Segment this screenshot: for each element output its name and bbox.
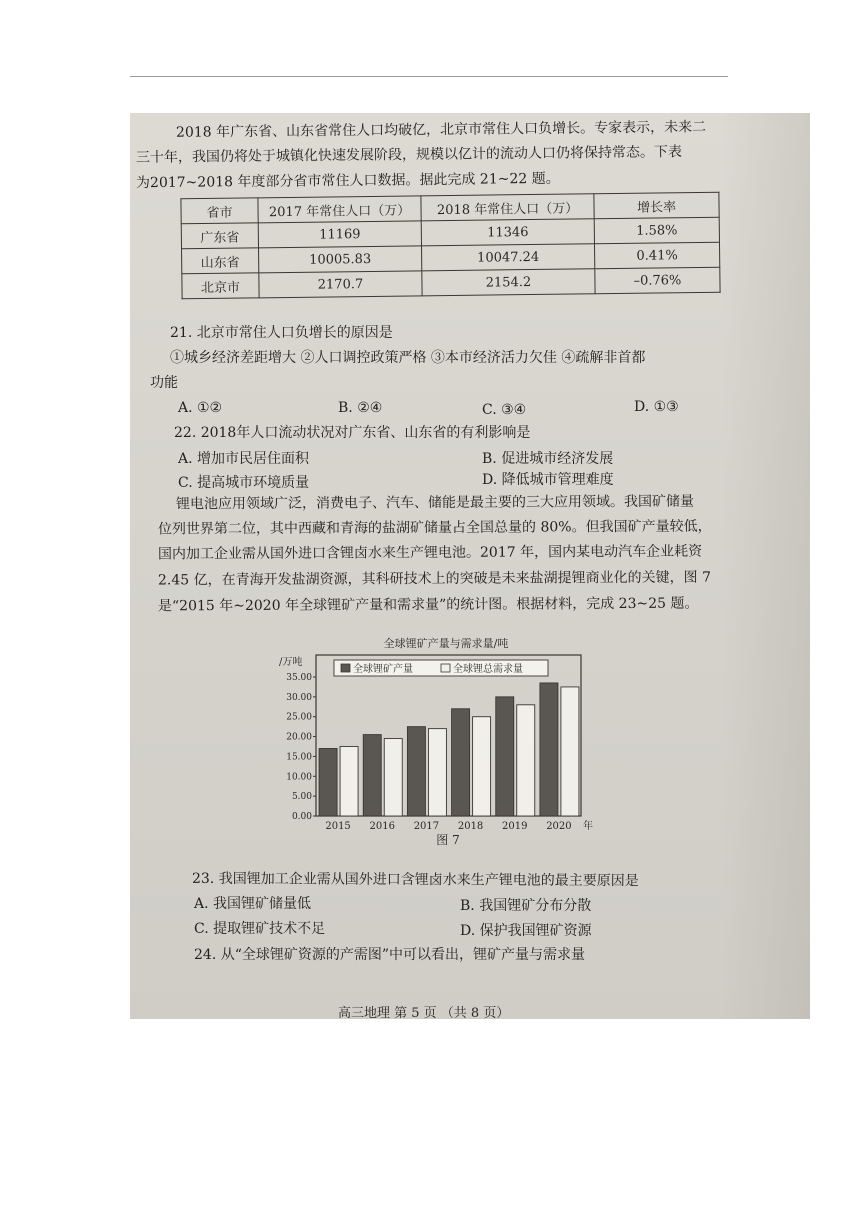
page-top-rule xyxy=(130,76,728,77)
q22-option-b: B. 促进城市经济发展 xyxy=(482,451,614,467)
y-tick-label: 30.00 xyxy=(286,692,312,703)
intro2-line2: 位列世界第二位，其中西藏和青海的盐湖矿储量占全国总量的 80%。但我国矿产量较低， xyxy=(157,518,712,538)
table-cell: 2170.7 xyxy=(259,271,422,298)
chart-title: 全球锂矿产量与需求量/吨 xyxy=(383,637,509,650)
bar-0-2016 xyxy=(363,735,381,816)
intro2-line3: 国内加工企业需从国外进口含锂卤水来生产锂电池。2017 年，国内某电动汽车企业耗资 xyxy=(157,543,703,563)
lithium-bar-chart xyxy=(276,635,606,850)
q23-option-d: D. 保护我国锂矿资源 xyxy=(460,923,592,939)
bar-0-2018 xyxy=(452,709,470,816)
table-cell: 11169 xyxy=(258,221,421,248)
population-table xyxy=(180,192,720,300)
q22-option-a: A. 增加市民居住面积 xyxy=(178,451,310,467)
legend-label-1: 全球锂总需求量 xyxy=(453,664,523,675)
bar-0-2020 xyxy=(540,683,558,816)
table-row xyxy=(182,267,720,299)
x-tick-label: 2017 xyxy=(413,821,440,832)
legend-swatch-1 xyxy=(441,664,450,672)
x-tick-label: 2020 xyxy=(546,821,572,832)
intro1-line1: 2018 年广东省、山东省常住人口均破亿，北京市常住人口负增长。专家表示，未来二 xyxy=(175,119,707,141)
bar-1-2017 xyxy=(428,729,446,816)
y-tick-label: 35.00 xyxy=(286,673,312,683)
x-tick-label: 2016 xyxy=(369,821,395,832)
intro1-line3: 为2017~2018 年度部分省市常住人口数据。据此完成 21~22 题。 xyxy=(135,170,560,192)
y-tick-label: 0.00 xyxy=(291,812,312,822)
table-cell: –0.76% xyxy=(595,267,720,294)
table-header-cell: 增长率 xyxy=(594,192,719,219)
y-tick-label: 5.00 xyxy=(291,792,312,803)
q21-option-c: C. ③④ xyxy=(482,402,527,418)
table-cell: 0.41% xyxy=(594,242,719,269)
q21-items: ①城乡经济差距增大 ②人口调控政策严格 ③本市经济活力欠佳 ④疏解非首都 xyxy=(170,350,646,366)
table-cell: 10047.24 xyxy=(422,244,595,271)
q21-items-cont: 功能 xyxy=(150,375,178,391)
table-header-cell: 省市 xyxy=(181,198,258,224)
figure-caption: 图 7 xyxy=(436,833,460,847)
table-header-cell: 2017 年常住人口（万） xyxy=(258,196,421,223)
table-header-cell: 2018 年常住人口（万） xyxy=(421,194,594,221)
table-cell: 山东省 xyxy=(182,248,259,274)
table-cell: 1.58% xyxy=(594,217,719,244)
table-cell: 2154.2 xyxy=(422,269,595,296)
bar-1-2016 xyxy=(384,739,402,816)
bar-1-2020 xyxy=(561,687,579,816)
x-tick-label: 2018 xyxy=(457,821,484,832)
intro2-line4: 2.45 亿，在青海开发盐湖资源，其科研技术上的突破是未来盐湖提锂商业化的关键，图 7 xyxy=(157,569,712,589)
y-tick-label: 25.00 xyxy=(286,712,312,723)
y-tick-label: 10.00 xyxy=(286,772,312,783)
x-tick-label: 2019 xyxy=(502,821,528,832)
x-tick-label: 2015 xyxy=(325,821,351,832)
q23-option-c: C. 提取锂矿技术不足 xyxy=(194,921,326,937)
intro2-line1: 锂电池应用领域广泛，消费电子、汽车、储能是最主要的三大应用领域。我国矿储量 xyxy=(175,493,695,513)
table-cell: 北京市 xyxy=(182,273,259,299)
table-cell: 10005.83 xyxy=(259,246,422,273)
q24-stem: 24. 从“全球锂矿资源的产需图”中可以看出，锂矿产量与需求量 xyxy=(194,947,586,963)
bar-1-2018 xyxy=(473,717,491,816)
q23-option-a: A. 我国锂矿储量低 xyxy=(194,896,312,912)
table-cell: 广东省 xyxy=(181,223,258,249)
q21-option-b: B. ②④ xyxy=(338,400,383,416)
intro1-line2: 三十年，我国仍将处于城镇化快速发展阶段，规模以亿计的流动人口仍将保持常态。下表 xyxy=(135,144,683,166)
legend-swatch-0 xyxy=(341,664,350,672)
q21-stem: 21. 北京市常住人口负增长的原因是 xyxy=(170,325,393,341)
bar-0-2015 xyxy=(319,748,337,816)
legend-label-0: 全球锂矿产量 xyxy=(353,664,413,675)
q23-stem: 23. 我国锂加工企业需从国外进口含锂卤水来生产锂电池的最主要原因是 xyxy=(191,870,639,890)
bar-0-2017 xyxy=(407,727,425,816)
y-unit-label: /万吨 xyxy=(279,657,303,668)
q22-option-d: D. 降低城市管理难度 xyxy=(482,472,614,488)
q22-option-c: C. 提高城市环境质量 xyxy=(178,475,310,491)
bar-1-2015 xyxy=(340,747,358,817)
intro2-line5: 是“2015 年~2020 年全球锂矿产量和需求量”的统计图。根据材料，完成 23~25 题。 xyxy=(157,595,699,615)
q21-option-d: D. ①③ xyxy=(634,399,679,415)
bar-1-2019 xyxy=(517,705,535,816)
y-tick-label: 20.00 xyxy=(286,732,312,743)
table-cell: 11346 xyxy=(421,219,594,246)
page-footer: 高三地理 第 5 页 （共 8 页） xyxy=(338,1006,510,1019)
x-unit-label: 年 xyxy=(583,821,593,832)
q23-option-b: B. 我国锂矿分布分散 xyxy=(460,898,592,914)
bar-0-2019 xyxy=(496,697,514,816)
exam-page-photo xyxy=(130,113,810,1019)
y-tick-label: 15.00 xyxy=(286,752,312,763)
q21-option-a: A. ①② xyxy=(178,400,223,416)
q22-stem: 22. 2018年人口流动状况对广东省、山东省的有利影响是 xyxy=(174,425,531,441)
photo-shadow xyxy=(720,113,810,1019)
